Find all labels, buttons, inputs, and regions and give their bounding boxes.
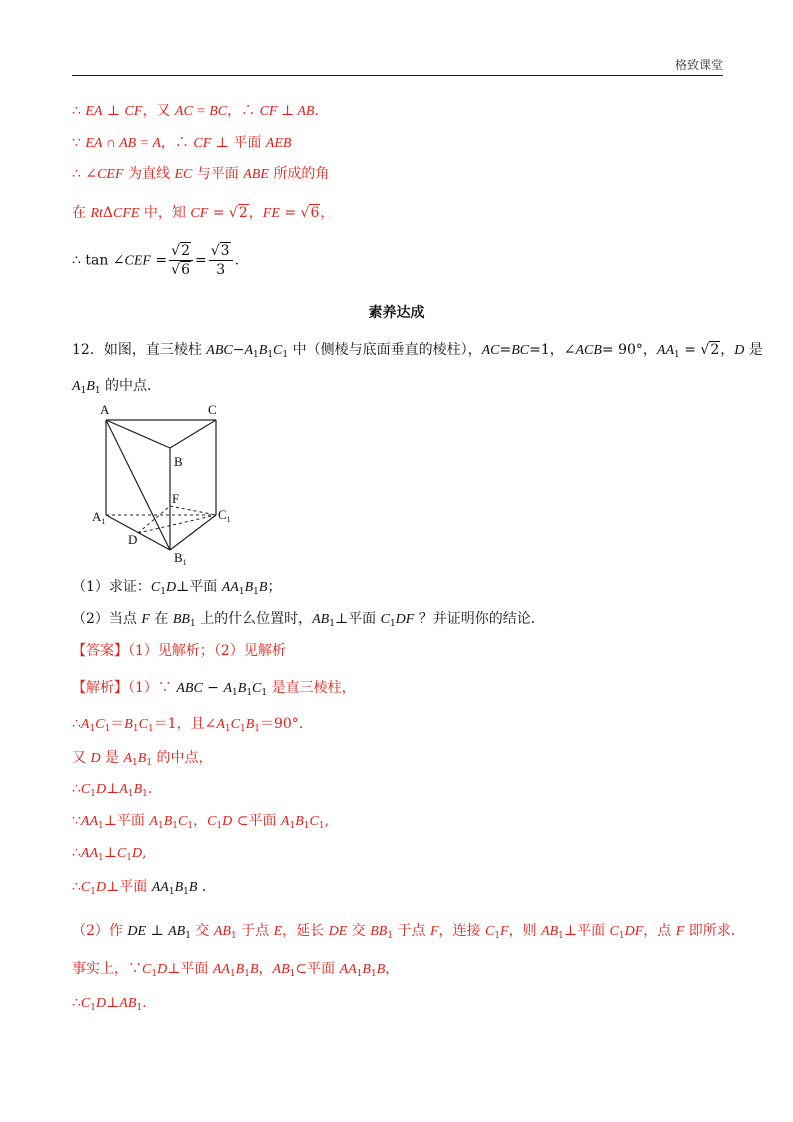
label-A1: $A_1$ [92,509,106,526]
answer-line: 【答案】（1）见解析；（2）见解析 [72,643,286,659]
label-B: B [174,454,183,469]
analysis-tag: 【解析】 [72,680,128,696]
analysis-line-4: $\therefore C_1D\perp A_1B_1$. [72,781,153,799]
analysis-line-9: 事实上，$\because C_1D\perp$平面 $AA_1B_1B$，$AB_1\subset$平面 $AA_1B_1B$， [72,961,400,979]
analysis-line-7: $\therefore C_1D\perp$平面 $AA_1B_1B$ . [72,879,207,897]
prism-figure [88,400,248,575]
analysis-line-10: $\therefore C_1D\perp AB_1$. [72,995,147,1013]
label-C: C [208,402,217,417]
page-header [72,52,723,76]
problem-line-1: 12．如图，直三棱柱 $ABC-A_1B_1C_1$ 中（侧棱与底面垂直的棱柱），AC=BC=1，∠ACB= 90°，$AA_1 = √2$，D 是 [72,342,763,360]
analysis-line-8: （2）作 DE ⊥ $AB_1$ 交 $AB_1$ 于点 E，延长 DE 交 $BB_1$ 于点 F，连接 $C_1F$，则 $AB_1\perp$平面 $C_1DF$，点 F 即所求． [72,923,745,941]
fraction-sqrt3-over-3: $\frac{√3}{3}$ [209,242,233,279]
question-2: （2）当点 F 在 $BB_1$ 上的什么位置时，$AB_1\perp$平面 $C_1DF$ ？并证明你的结论． [72,611,545,629]
segment-DF [138,506,170,533]
proof-line-3: ∴ ∠CEF 为直线 EC 与平面 ABE 所成的角 [72,166,330,182]
analysis-line-3: 又 D 是 $A_1B_1$ 的中点， [72,750,213,768]
analysis-line-6: $\therefore AA_1\perp C_1D$, [72,845,147,863]
header-brand: 格致课堂 [674,58,723,72]
question-1: （1）求证：$C_1D\perp$平面 $AA_1B_1B$； [72,579,282,597]
edge-AB [106,420,170,448]
analysis-line-2: $\therefore A_1C_1=B_1C_1=1$，且$\angle A_1C_1B_1=90^\circ$. [72,716,304,734]
fraction-sqrt2-over-sqrt6: $\frac{√2}{√6}$ [169,242,193,279]
proof-line-1: ∴ EA ⊥ CF，又 AC = BC，∴ CF ⊥ AB. [72,103,319,119]
segment-FC1 [170,506,216,515]
segment-AB1 [106,420,170,550]
edge-CB [170,420,216,448]
label-D: D [128,532,138,547]
problem-line-2: $A_1B_1$ 的中点． [72,378,162,396]
label-B1: $B_1$ [174,550,187,567]
label-A: A [100,402,110,417]
proof-line-5: ∴ tan ∠CEF = $\frac{√2}{√6}$ = $\frac{√3}{3}$ . [72,243,240,278]
analysis-line-5: $\because AA_1\perp$平面 $A_1B_1C_1$，$C_1D$ ⊂平面 $A_1B_1C_1$, [72,813,330,831]
proof-line-2: ∵ EA ∩ AB = A，∴ CF ⊥ 平面 AEB [72,135,292,151]
answer-tag: 【答案】 [72,643,128,659]
label-F: F [172,491,180,506]
analysis-line-1: 【解析】（1）∵ ABC − $A_1B_1C_1$ 是直三棱柱， [72,680,356,698]
label-C1: $C_1$ [218,507,231,524]
proof-line-4: 在 RtΔCFE 中，知 CF = √2，FE = √6， [72,205,335,221]
section-title: 素养达成 [368,305,425,321]
